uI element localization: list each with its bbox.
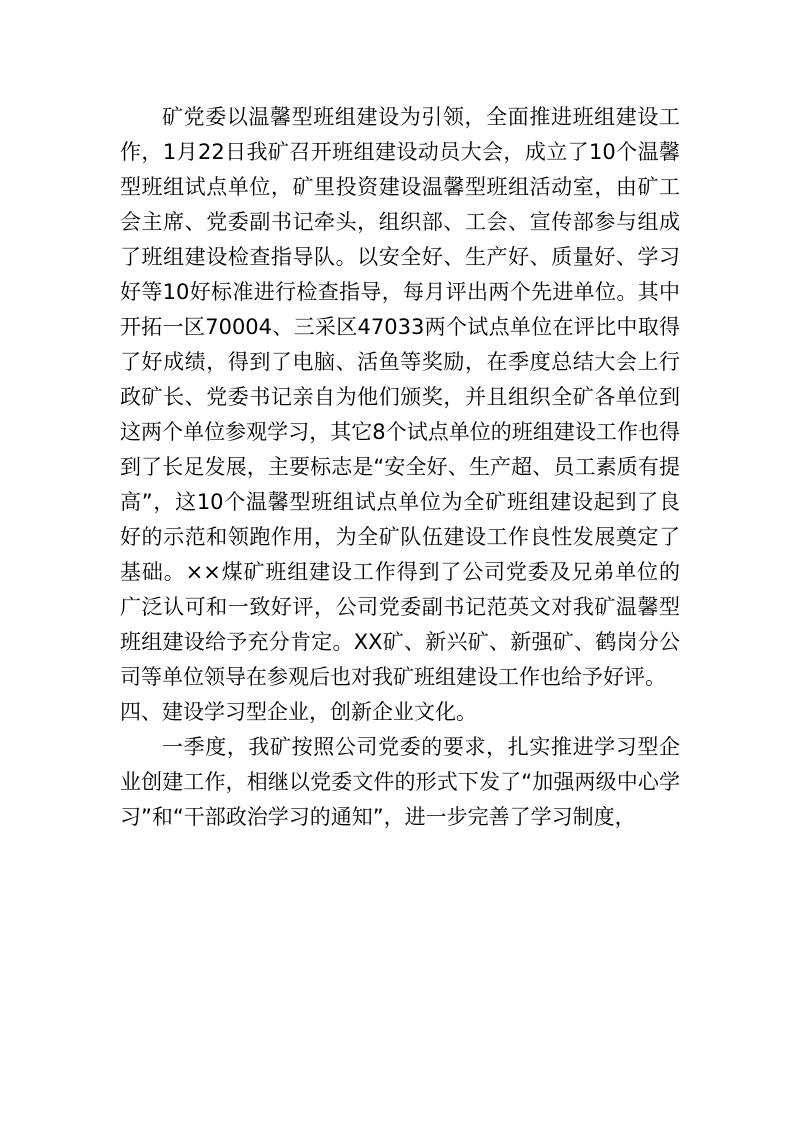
document-body <box>120 100 680 835</box>
section-heading: 四、建设学习型企业，创新企业文化。 <box>120 700 477 724</box>
body-paragraph: 矿党委以温馨型班组建设为引领，全面推进班组建设工作，1月22日我矿召开班组建设动员大会，成立了10个温馨型班组试点单位，矿里投资建设温馨型班组活动室，由矿工会主席、党委副书记牵头，组织部、工会、宣传部参与组成了班组建设检查指导队。以安全好、生产好、质量好、学习好等10好标准进行检查指导，每月评出两个先进单位。其中开拓一区70004、三采区47033两个试点单位在评比中取得了好成绩，得到了电脑、活鱼等奖励，在季度总结大会上行政矿长、党委书记亲自为他们颁奖，并且组织全矿各单位到这两个单位参观学习，其它8个试点单位的班组建设工作也得到了长足发展，主要标志是“安全好、生产超、员工素质有提高”，这10个温馨型班组试点单位为全矿班组建设起到了良好的示范和领跑作用，为全矿队伍建设工作良性发展奠定了基础。××煤矿班组建设工作得到了公司党委及兄弟单位的广泛认可和一致好评，公司党委副书记范英文对我矿温馨型班组建设给予充分肯定。XX矿、新兴矿、新强矿、鹤岗分公司等单位领导在参观后也对我矿班组建设工作也给予好评。 <box>120 105 680 689</box>
body-paragraph: 一季度，我矿按照公司党委的要求，扎实推进学习型企业创建工作，相继以党委文件的形式下发了“加强两级中心学习”和“干部政治学习的通知”，进一步完善了学习制度， <box>120 735 680 829</box>
